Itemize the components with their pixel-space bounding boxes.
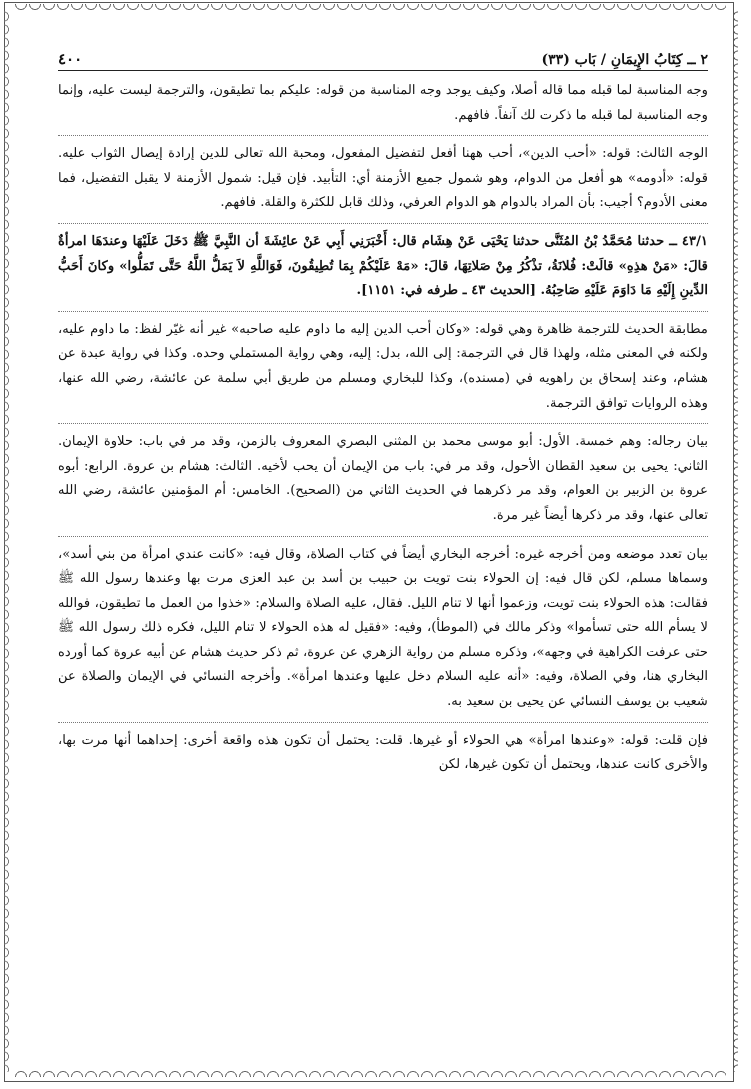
separator [58, 423, 708, 424]
separator [58, 536, 708, 537]
paragraph-4: مطابقة الحديث للترجمة ظاهرة وهي قوله: «وكان أحب الدين إليه ما داوم عليه صاحبه» غير أنه غيّر لفظ: ما داوم عليه، ولكنه في المعنى مثله، ولهذا قال في الترجمة: إلى الله، بدل: إليه، وهي رواية المستملي وحده. وكذا في رواية عبدة عن هشام، وعند إسحاق بن راهويه في (مسنده)، وكذا للبخاري ومسلم من طريق أبي سلمة عن عائشة، رضي الله عنها، وهذه الروايات توافق الترجمة. [58, 321, 708, 411]
text-body [58, 79, 708, 778]
paragraph-7: فإن قلت: قوله: «وعندها امرأة» هي الحولاء أو غيرها. قلت: يحتمل أن تكون هذه واقعة أخرى: إحداهما أنها مرت بها، والأخرى كانت عندها، ويحتمل أن تكون غيرها، لكن [58, 732, 708, 773]
paragraph-2: الوجه الثالث: قوله: «أحب الدين»، أحب ههنا أفعل لتفضيل المفعول، ومحبة الله تعالى للدين إرادة إيصال الثواب عليه. قوله: «أدومه» هو أفعل من الدوام، وهو شمول جميع الأزمنة أي: التأبيد. فإن قيل: شمول الأزمنة لا يقبل التفضيل، فما معنى الأدوم؟ أجيب: بأن المراد بالدوام هو الدوام العرفي، وذلك قابل للكثرة والقلة. فافهم. [58, 146, 708, 211]
separator [58, 311, 708, 312]
ornamental-border-top [14, 4, 726, 12]
paragraph-1: وجه المناسبة لما قبله مما قاله أصلا، وكيف يوجد وجه المناسبة من قوله: عليكم بما تطيقون، والترجمة ليست عليه، وإنما وجه المناسبة لما قبله ما ذكرت لك آنفاً. فافهم. [58, 83, 708, 123]
paragraph-6: بيان تعدد موضعه ومن أخرجه غيره: أخرجه البخاري أيضاً في كتاب الصلاة، وقال فيه: «كانت عندي امرأة من بني أسد»، وسماها مسلم، لكن قال فيه: إن الحولاء بنت تويت بن حبيب بن أسد بن عبد العزى مرت بها وعندها رسول الله ﷺ فقالت: هذه الحولاء بنت تويت، وزعموا أنها لا تنام الليل. فقال، عليه الصلاة والسلام: «خذوا من العمل ما تطيقون، فوالله لا يسأم الله حتى تسأموا» وذكر مالك في (الموطأ)، وفيه: «فقيل له هذه الحولاء لا تنام الليل، فكره ذلك رسول الله ﷺ حتى عرفت الكراهية في وجهه»، وذكره مسلم من رواية الزهري عن عروة، ثم ذكر حديث هشام عن أبيه عروة كما أورده البخاري هنا، وفي الصلاة، وفيه: «أنه عليه السلام دخل عليها وعندها امرأة». وأخرجه النسائي في الإيمان والصلاة عن شعيب بن يوسف النسائي عن يحيى بن سعيد به. [58, 546, 708, 710]
running-title: ٢ ــ كِتَابُ الإِيمَانِ / بَاب (٣٣) [541, 52, 708, 68]
ornamental-border-right [728, 10, 738, 1072]
hadith-text: ٤٣/١ ــ حدثنا مُحَمَّدُ بْنُ المُثَنَّى حدثنا يَحْيَى عَنْ هِشَام قال: أَخْبَرَنِي أَبِي عَنْ عائِشَةَ أن النَّبِيَّ ﷺ دَخَلَ عَلَيْهَا وعندَهَا امرأةٌ قالَ: «مَنْ هذِهِ» قالَتْ: فُلانَةُ، تذْكُرُ مِنْ صَلاتِهَا، قالَ: «مَهْ عَلَيْكُمْ بِمَا تُطِيقُونَ، فَوَاللَّهِ لاَ يَمَلُّ اللَّهُ حَتَّى تَمَلُّوا» وكانَ أَحَبُّ الدِّينِ إِلَيْهِ مَا دَاوَمَ عَلَيْهِ صَاحِبُهُ. [الحديث ٤٣ ـ طرفه في: ١١٥١]. [58, 233, 708, 299]
separator [58, 135, 708, 136]
page-number: ٤٠٠ [58, 50, 83, 68]
paragraph-5: بيان رجاله: وهم خمسة. الأول: أبو موسى محمد بن المثنى البصري المعروف بالزمن، وقد مر في باب: حلاوة الإيمان. الثاني: يحيى بن سعيد القطان الأحول، وقد مر في: باب من الإيمان أن يحب لأخيه. الثالث: هشام بن عروة. الرابع: أبوه عروة بن الزبير بن العوام، وقد مر ذكرهما في الحديث الثاني من (الصحيح). الخامس: أم المؤمنين عائشة، رضي الله تعالى عنها، وقد مر ذكرها أيضاً غير مرة. [58, 434, 708, 523]
separator [58, 722, 708, 723]
page-header [58, 40, 708, 71]
ornamental-border-left [4, 10, 12, 1072]
ornamental-border-bottom [14, 1069, 726, 1077]
page-content [58, 40, 708, 785]
separator [58, 223, 708, 224]
